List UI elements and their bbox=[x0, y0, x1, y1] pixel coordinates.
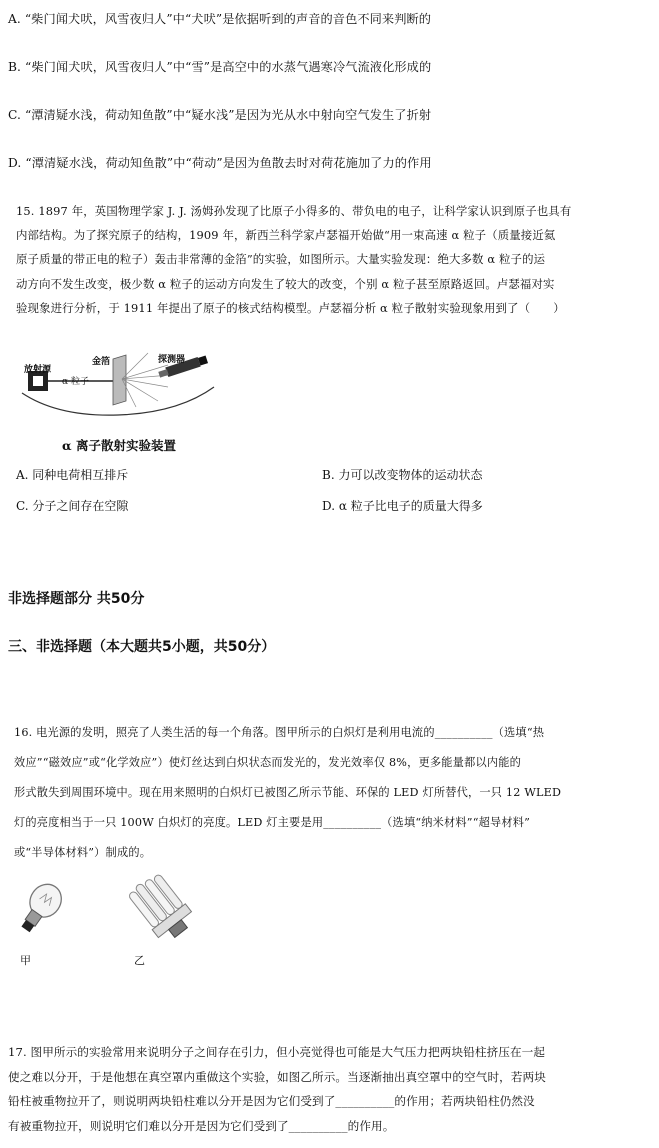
led-lamp-image bbox=[122, 868, 212, 948]
q16-line: 16. 电光源的发明，照亮了人类生活的每一个角落。图甲所示的白炽灯是利用电流的__________（选填“热 bbox=[14, 726, 545, 739]
q16-line: 形式散失到周围环境中。现在用来照明的白炽灯已被图乙所示节能、环保的 LED 灯所替代，一只 12 WLED bbox=[14, 786, 562, 799]
incandescent-bulb-image bbox=[12, 878, 62, 948]
q15-line: 动方向不发生改变，极少数 α 粒子的运动方向发生了较大的改变，个别 α 粒子甚至原路返回。卢瑟福对实 bbox=[16, 276, 555, 291]
q14-option-c: C. “潭清疑水浅，荷动知鱼散”中“疑水浅”是因为光从水中射向空气发生了折射 bbox=[8, 108, 432, 122]
q16-stem bbox=[14, 718, 646, 868]
q17-line: 有被重物拉开，则说明它们难以分开是因为它们受到了__________的作用。 bbox=[8, 1118, 395, 1133]
q15-option-a: A. 同种电荷相互排斥 bbox=[16, 468, 129, 482]
label-gold-foil: 金箔 bbox=[92, 357, 111, 367]
q17-line: 使之难以分开，于是他想在真空罩内重做这个实验，如图乙所示。当逐渐抽出真空罩中的空气时，若两块 bbox=[8, 1069, 546, 1084]
q16-line: 效应”“磁效应”或“化学效应”）使灯丝达到白炽状态而发光的，发光效率仅 8%，更多能量都以内能的 bbox=[14, 756, 522, 769]
label-radiation-source: 放射源 bbox=[24, 365, 52, 375]
section-title: 非选择题部分 共50分 bbox=[8, 591, 145, 607]
q17-stem bbox=[8, 1040, 648, 1138]
label-detector: 探测器 bbox=[158, 355, 186, 365]
figure-caption: α 离子散射实验装置 bbox=[62, 438, 176, 453]
q15-option-b: B. 力可以改变物体的运动状态 bbox=[322, 468, 483, 482]
q17-line: 17. 图甲所示的实验常用来说明分子之间存在引力，但小亮觉得也可能是大气压力把两块铅柱挤压在一起 bbox=[8, 1045, 546, 1059]
label-alpha-particle: α 粒子 bbox=[62, 377, 89, 387]
q16-line: 或“半导体材料”）制成的。 bbox=[14, 846, 152, 859]
q15-line: 原子质量的带正电的粒子）轰击非常薄的金箔”的实验，如图所示。大量实验发现：绝大多数 α 粒子的运 bbox=[16, 252, 546, 267]
q15-stem bbox=[16, 199, 646, 320]
q14-option-b: B. “柴门闻犬吠，风雪夜归人”中“雪”是高空中的水蒸气遇寒冷气流液化形成的 bbox=[8, 60, 432, 74]
q15-line: 15. 1897 年，英国物理学家 J. J. 汤姆孙发现了比原子小得多的、带负电的电子，让科学家认识到原子也具有 bbox=[16, 204, 572, 218]
label-jia: 甲 bbox=[20, 954, 31, 967]
q15-option-d: D. α 粒子比电子的质量大得多 bbox=[322, 499, 483, 513]
q14-option-d: D. “潭清疑水浅，荷动知鱼散”中“荷动”是因为鱼散去时对荷花施加了力的作用 bbox=[8, 156, 432, 170]
rutherford-experiment-figure bbox=[18, 345, 218, 425]
q15-option-c: C. 分子之间存在空隙 bbox=[16, 499, 129, 513]
label-yi: 乙 bbox=[134, 954, 145, 967]
q14-option-a: A. “柴门闻犬吠，风雪夜归人”中“犬吠”是依据听到的声音的音色不同来判断的 bbox=[8, 12, 432, 26]
q15-line: 验现象进行分析，于 1911 年提出了原子的核式结构模型。卢瑟福分析 α 粒子散射实验现象用到了（ ） bbox=[16, 300, 565, 315]
q15-line: 内部结构。为了探究原子的结构，1909 年，新西兰科学家卢瑟福开始做“用一束高速 α 粒子（质量接近氦 bbox=[16, 228, 556, 243]
q16-line: 灯的亮度相当于一只 100W 白炽灯的亮度。LED 灯主要是用__________（选填“纳米材料”“超导材料” bbox=[14, 816, 531, 829]
section-subtitle: 三、非选择题（本大题共5小题，共50分） bbox=[8, 639, 276, 655]
q17-line: 铅柱被重物拉开了，则说明两块铅柱难以分开是因为它们受到了__________的作用；若两块铅柱仍然没 bbox=[8, 1094, 535, 1108]
